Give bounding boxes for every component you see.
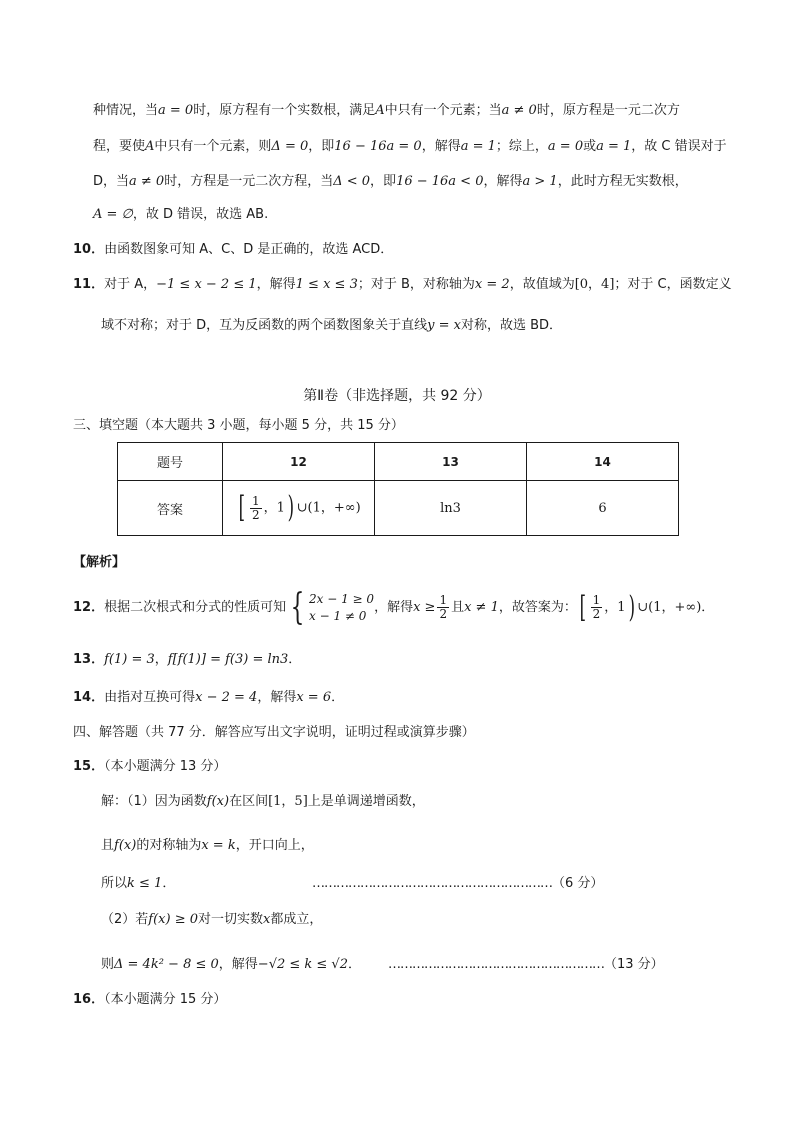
table-cell: 13 [375,443,527,481]
table-cell: 14 [527,443,679,481]
math: f(x) [114,838,137,853]
table-cell: 答案 [118,481,223,536]
p10: 10．由函数图象可知 A、C、D 是正确的，故选 ACD． [73,242,394,257]
p15-line-1: 解：（1）因为函数f(x)在区间[1，5]上是单调递增函数， [101,794,425,809]
p15-line-2: 且f(x)的对称轴为x = k，开口向上， [101,838,314,853]
math: A = ∅ [93,207,133,222]
p14: 14．由指对互换可得x − 2 = 4，解得x = 6． [73,690,345,705]
p15-line-3: 所以k ≤ 1． [101,876,176,891]
math: a ≠ 0 [129,174,165,189]
math: −√2 ≤ k ≤ √2 [257,957,348,972]
score: （6 分） [552,876,604,891]
math: x ≥ [413,600,436,615]
leader-dots: ……………………………………………… [388,957,604,972]
p13: 13．f(1) = 3，f[f(1)] = f(3) = ln3． [73,652,302,667]
p16-header: 16．（本小题满分 15 分） [73,992,227,1007]
math: Δ = 4k² − 8 ≤ 0 [114,957,219,972]
problem-number: 13． [73,652,105,667]
table-cell: 12 [223,443,375,481]
math: x ≠ 1 [464,600,499,615]
math: Δ < 0 [333,174,371,189]
math: 16 − 16a = 0 [334,139,422,154]
answer-13-cell: ln3 [375,481,527,536]
table-cell: 题号 [118,443,223,481]
fraction: $\frac{1}{2}$ [439,593,448,621]
table-answer-row [118,481,679,536]
answer-14-cell: 6 [527,481,679,536]
right-paren: ) [628,589,635,625]
p15-line-5-score [388,955,664,975]
math: x = 2 [474,277,510,292]
math: [1，5] [268,794,308,809]
system-brace: { [290,586,305,628]
math: Δ = 0 [271,139,309,154]
math: x = 6 [296,690,332,705]
analysis-label: 【解析】 [73,555,126,570]
p11-line-1: 11．对于 A，−1 ≤ x − 2 ≤ 1，解得1 ≤ x ≤ 3；对于 B，对称轴为x = 2，故值域为[0，4]；对于 C，函数定义 [73,277,732,292]
section-4-title: 四、解答题（共 77 分．解答应写出文字说明，证明过程或演算步骤） [73,725,475,740]
fraction: $\frac{1}{2}$ [252,493,260,522]
math: x − 2 = 4 [195,690,258,705]
answer-table [117,442,679,536]
p15-header: 15．（本小题满分 13 分） [73,759,227,774]
math: a ≠ 0 [501,103,537,118]
math: f(1) = 3 [104,652,155,667]
math: y = x [427,318,461,333]
math: a = 0 [158,103,194,118]
math: A [375,103,385,118]
p15-line-5: 则Δ = 4k² − 8 ≤ 0，解得−√2 ≤ k ≤ √2． [101,957,362,972]
problem-number: 15． [73,759,105,774]
math: f(x) [206,794,230,809]
math: a = 1 [460,139,496,154]
math: 1 ≤ x ≤ 3 [295,277,358,292]
math: a = 0 [547,139,584,154]
p9-line-3: D，当a ≠ 0时，方程是一元二次方程，当Δ < 0，即16 − 16a < 0，解得a > 1，此时方程无实数根， [93,174,688,189]
math: A [145,139,155,154]
score: （13 分） [604,957,664,972]
left-bracket: [ [238,490,246,525]
math: x [263,912,271,927]
math: [0，4] [574,277,615,292]
section-3-title: 三、填空题（本大题共 3 小题，每小题 5 分，共 15 分） [73,418,404,433]
p9-line-1: 种情况，当a = 0时，原方程有一个实数根，满足A中只有一个元素；当a ≠ 0时，原方程是一元二次方 [93,103,680,118]
p9-line-2: 程，要使A中只有一个元素，则Δ = 0，即16 − 16a = 0，解得a = 1；综上，a = 0或a = 1，故 C 错误对于 [93,139,727,154]
problem-number: 10． [73,242,105,257]
fraction: $\frac{1}{2}$ [592,593,601,621]
p15-line-4: （2）若f(x) ≥ 0对一切实数x都成立， [101,912,323,927]
math: f(x) ≥ 0 [148,912,198,927]
math: −1 ≤ x − 2 ≤ 1 [156,277,257,292]
p15-line-3-score [312,874,603,894]
p9-line-4: A = ∅，故 D 错误，故选 AB. [93,207,269,222]
p11-line-2: 域不对称；对于 D，互为反函数的两个函数图象关于直线y = x对称，故选 BD． [101,318,563,333]
problem-number: 12． [73,600,105,615]
math: x = k [201,838,236,853]
equation-system: 2x − 1 ≥ 0 x − 1 ≠ 0 [309,591,375,623]
right-paren: ) [287,490,295,525]
answer-12-cell: [ $\frac{1}{2}$ ，1) ∪(1，+∞) [223,481,375,536]
math: 16 − 16a < 0 [396,174,484,189]
math: a > 1 [522,174,558,189]
section-2-title: 第Ⅱ卷（非选择题，共 92 分） [303,388,491,404]
math: a = 1 [596,139,632,154]
left-bracket: [ [579,589,586,625]
leader-dots: …………………………………………………… [312,876,552,891]
p12: 12．根据二次根式和分式的性质可知 { 2x − 1 ≥ 0 x − 1 ≠ 0 ，解得x ≥ $\frac{1}{2}$ 且x ≠ 1，故答案为：[ $\frac{1}{2}$ ，1) ∪(1，+∞)． [73,586,715,628]
problem-number: 16． [73,992,105,1007]
math: k ≤ 1 [127,876,163,891]
math: f[f(1)] = f(3) = ln3 [167,652,289,667]
table-header-row [118,443,679,481]
problem-number: 11． [73,277,105,292]
problem-number: 14． [73,690,105,705]
